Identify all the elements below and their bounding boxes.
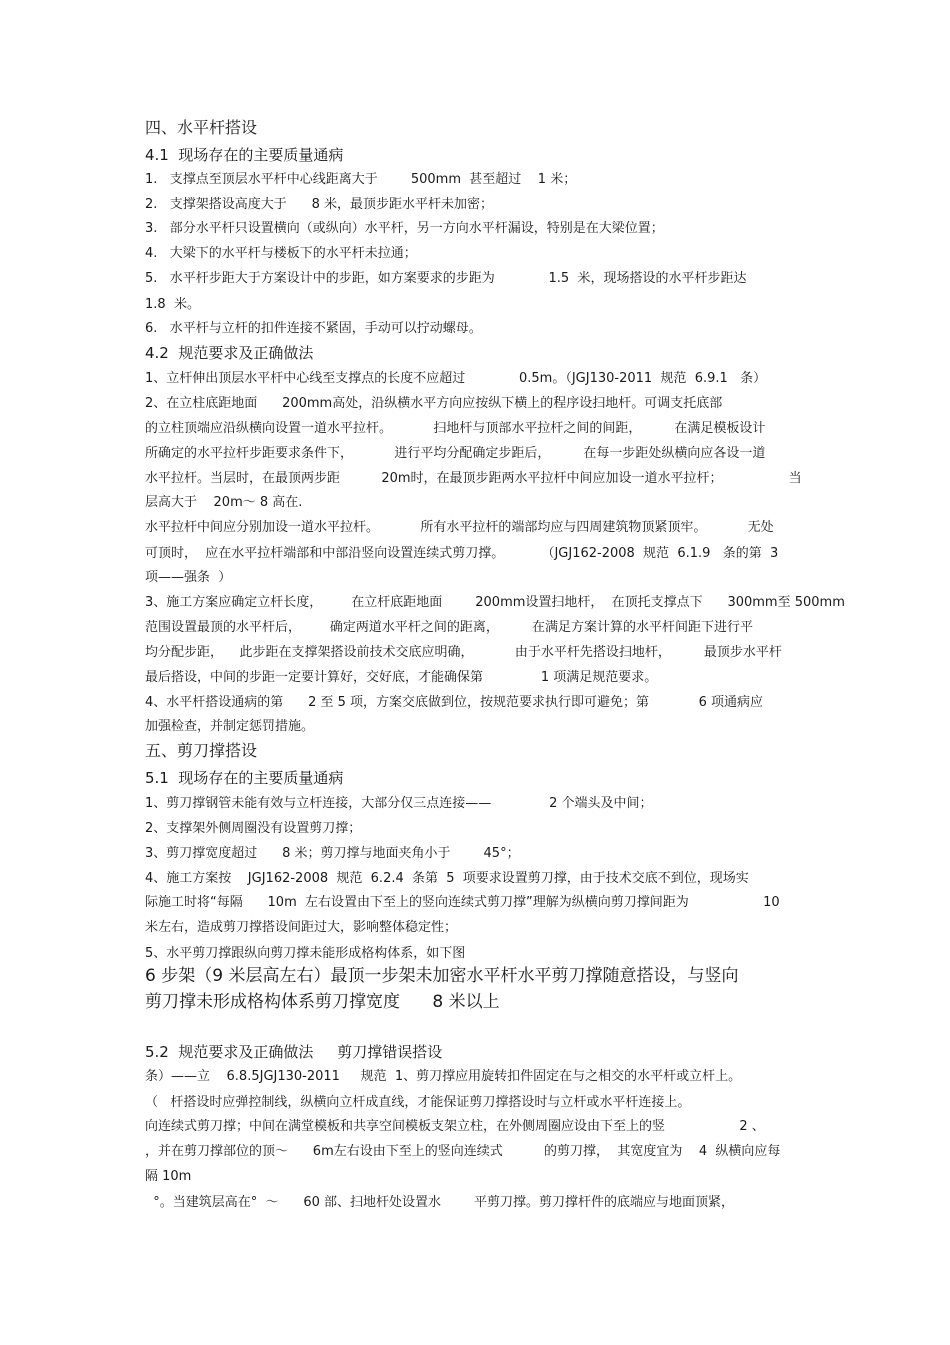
- figure-caption: 6 步架（9 米层高左右）最顶一步架未加密水平杆水平剪刀撑随意搭设，与竖向: [145, 966, 739, 986]
- text-line: 3. 部分水平杆只设置横向（或纵向）水平杆，另一方向水平杆漏设，特别是在大梁位置；: [145, 221, 664, 236]
- text-line: 5. 水平杆步距大于方案设计中的步距，如方案要求的步距为 1.5 米，现场搭设的水平杆步距达: [145, 271, 747, 286]
- text-line: 4、水平杆搭设通病的第 2 至 5 项，方案交底做到位，按规范要求执行即可避免；第 6 项通病应: [145, 695, 763, 710]
- text-line: 1.8 米。: [145, 297, 200, 312]
- text-line: 所确定的水平拉杆步距要求条件下， 进行平均分配确定步距后， 在每一步距处纵横向应各设一道: [145, 446, 766, 461]
- text-line: 3、剪刀撑宽度超过 8 米；剪刀撑与地面夹角小于 45°；: [145, 846, 520, 861]
- subsection-heading: 5.2 规范要求及正确做法 剪刀撑错误搭设: [145, 1043, 443, 1061]
- text-line: 4、施工方案按 JGJ162-2008 规范 6.2.4 条第 5 项要求设置剪刀撑，由于技术交底不到位，现场实: [145, 871, 749, 886]
- text-line: °。当建筑层高在° ～ 60 部、扫地杆处设置水 平剪刀撑。剪刀撑杆件的底端应与地面顶紧，: [145, 1195, 735, 1210]
- text-line: 1、立杆伸出顶层水平杆中心线至支撑点的长度不应超过 0.5m。（JGJ130-2011 规范 6.9.1 条）: [145, 371, 767, 386]
- text-line: 的立柱顶端应沿纵横向设置一道水平拉杆。 扫地杆与顶部水平拉杆之间的间距， 在满足模板设计: [145, 421, 766, 436]
- figure-caption: 剪刀撑未形成格构体系剪刀撑宽度 8 米以上: [145, 992, 500, 1012]
- text-line: 范围设置最顶的水平杆后， 确定两道水平杆之间的距离， 在满足方案计算的水平杆间距下进行平: [145, 620, 753, 635]
- text-line: 1. 支撑点至顶层水平杆中心线距离大于 500mm 甚至超过 1 米；: [145, 172, 577, 187]
- text-line: ，并在剪刀撑部位的顶～ 6m左右设由下至上的竖向连续式 的剪刀撑， 其宽度宜为 4 纵横向应每: [145, 1144, 781, 1159]
- text-line: 水平拉杆中间应分别加设一道水平拉杆。 所有水平拉杆的端部均应与四周建筑物顶紧顶牢。 无处: [145, 520, 774, 535]
- text-line: 均分配步距， 此步距在支撑架搭设前技术交底应明确， 由于水平杆先搭设扫地杆， 最顶步水平杆: [145, 645, 782, 660]
- text-line: 2、在立柱底距地面 200mm高处，沿纵横水平方向应按纵下横上的程序设扫地杆。可调支托底部: [145, 396, 723, 411]
- text-line: 5、水平剪刀撑跟纵向剪刀撑未能形成格构体系，如下图: [145, 946, 466, 961]
- text-line: 水平拉杆。当层时，在最顶两步距 20m时，在最顶步距两水平拉杆中间应加设一道水平拉杆； 当: [145, 471, 802, 486]
- text-line: 2、支撑架外侧周圈没有设置剪刀撑；: [145, 821, 362, 836]
- text-line: （ 杆搭设时应弹控制线，纵横向立杆成直线，才能保证剪刀撑搭设时与立杆或水平杆连接上。: [145, 1095, 691, 1110]
- text-line: 米左右，造成剪刀撑搭设间距过大，影响整体稳定性；: [145, 920, 458, 935]
- text-line: 际施工时将“每隔 10m 左右设置由下至上的竖向连续式剪刀撑”理解为纵横向剪刀撑间距为 10: [145, 895, 780, 910]
- subsection-heading: 4.2 规范要求及正确做法: [145, 344, 314, 362]
- text-line: 层高大于 20m～ 8 高在.: [145, 495, 303, 510]
- text-line: 可顶时， 应在水平拉杆端部和中部沿竖向设置连续式剪刀撑。 （JGJ162-2008 规范 6.1.9 条的第 3: [145, 546, 779, 561]
- text-line: 加强检查，并制定惩罚措施。: [145, 719, 315, 734]
- text-line: 2. 支撑架搭设高度大于 8 米，最顶步距水平杆未加密；: [145, 197, 493, 212]
- section-heading: 五、剪刀撑搭设: [145, 741, 258, 760]
- section-heading: 四、水平杆搭设: [145, 118, 258, 137]
- text-line: 项——强条 ）: [145, 570, 232, 585]
- text-line: 最后搭设，中间的步距一定要计算好，交好底，才能确保第 1 项满足规范要求。: [145, 670, 658, 685]
- text-line: 隔 10m: [145, 1169, 192, 1184]
- text-line: 1、剪刀撑钢管未能有效与立杆连接，大部分仅三点连接—— 2 个端头及中间；: [145, 796, 653, 811]
- subsection-heading: 4.1 现场存在的主要质量通病: [145, 146, 344, 164]
- text-line: 条）——立 6.8.5JGJ130-2011 规范 1、剪刀撑应用旋转扣件固定在与之相交的水平杆或立杆上。: [145, 1069, 742, 1084]
- text-line: 向连续式剪刀撑；中间在满堂模板和共享空间模板支架立柱，在外侧周圈应设由下至上的竖 2 、: [145, 1119, 765, 1134]
- text-line: 6. 水平杆与立杆的扣件连接不紧固，手动可以拧动螺母。: [145, 321, 482, 336]
- text-line: 3、施工方案应确定立杆长度， 在立杆底距地面 200mm设置扫地杆， 在顶托支撑点下 300mm至 500mm: [145, 595, 845, 610]
- subsection-heading: 5.1 现场存在的主要质量通病: [145, 769, 344, 787]
- text-line: 4. 大梁下的水平杆与楼板下的水平杆未拉通；: [145, 246, 417, 261]
